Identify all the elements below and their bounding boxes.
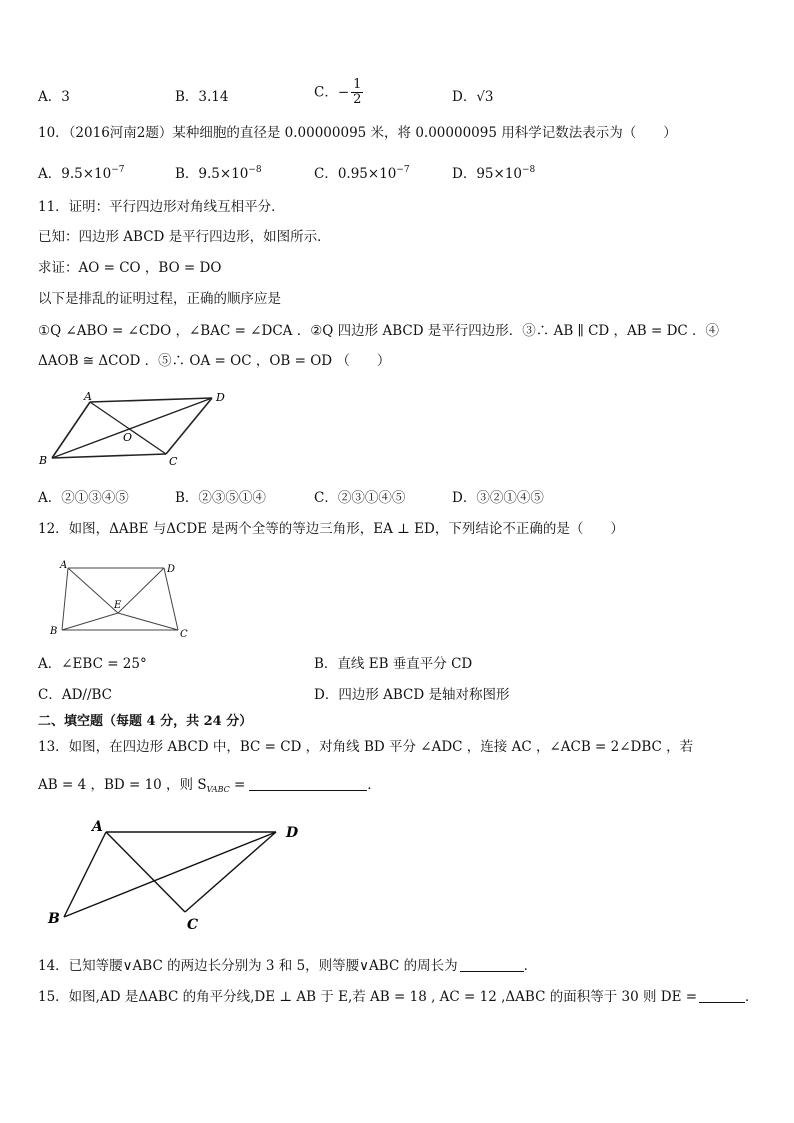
- q10-b-exp: −8: [248, 165, 262, 175]
- q13-edge-cd: [185, 832, 276, 912]
- q11-edge-ab: [52, 402, 90, 458]
- q11-stem: 11．证明：平行四边形对角线互相平分．: [38, 199, 285, 215]
- q14-end: ．: [523, 958, 538, 974]
- q10-option-b: [175, 161, 262, 183]
- q12-label-e: E: [114, 600, 122, 611]
- q11-edge-bc: [52, 454, 166, 458]
- q11-edge-ad: [90, 398, 212, 402]
- q9-option-b: B．3.14: [175, 89, 229, 105]
- q13-diagonal-ac: [106, 832, 185, 912]
- q13-line2: [38, 776, 381, 799]
- q9-option-c: [314, 78, 363, 107]
- q11-option-d: D．③②①④⑤: [452, 490, 544, 506]
- q10-option-a: [38, 161, 125, 183]
- q12-edge-be: [62, 613, 118, 630]
- q10-c-base: C．0.95×10: [314, 166, 397, 182]
- q11-prove: 求证：AO = CO ，BO = DO: [38, 260, 222, 276]
- q13-line1: 13．如图，在四边形 ABCD 中，BC = CD ，对角线 BD 平分 ∠ADC ，连接 AC ，∠ACB = 2∠DBC ，若: [38, 739, 694, 755]
- q12-edge-ae: [68, 568, 118, 613]
- q13-area-subscript: VABC: [206, 785, 230, 794]
- q10-d-exp: −8: [522, 165, 536, 175]
- q9-option-c-prefix: C．−: [314, 84, 350, 101]
- q12-trapezoid-figure: [44, 558, 204, 642]
- q12-option-b: B．直线 EB 垂直平分 CD: [314, 656, 473, 672]
- q14-answer-blank[interactable]: [460, 971, 524, 972]
- q13-quadrilateral-figure: [40, 815, 320, 937]
- q10-a-exp: −7: [111, 165, 125, 175]
- q11-label-a: A: [84, 390, 92, 403]
- q10-stem: 10．（2016河南2题）某种细胞的直径是 0.00000095 米，将 0.00000095 用科学记数法表示为（ ）: [38, 125, 677, 141]
- q12-edge-de: [118, 568, 164, 613]
- q12-label-b: B: [50, 626, 58, 637]
- q11-option-b: B．②③⑤①④: [175, 490, 266, 506]
- q13-label-d: D: [286, 825, 299, 841]
- q13-line2-text: AB = 4 ，BD = 10 ，则 S: [38, 777, 207, 793]
- q11-option-a: A．②①③④⑤: [38, 490, 129, 506]
- q12-label-a: A: [60, 560, 68, 571]
- q13-edge-ab: [64, 832, 106, 917]
- q10-option-c: [314, 161, 410, 183]
- q9-fraction: [351, 78, 363, 107]
- q9-fraction-numerator: 1: [353, 77, 362, 92]
- q12-edge-ce: [118, 613, 178, 630]
- q10-option-d: [452, 161, 535, 183]
- q12-option-a: A．∠EBC = 25°: [38, 656, 147, 672]
- q9-fraction-denominator: 2: [353, 92, 362, 107]
- q11-given: 已知：四边形 ABCD 是平行四边形，如图所示．: [38, 229, 331, 245]
- q11-diagonal-ac: [90, 402, 166, 454]
- q10-a-base: A．9.5×10: [38, 166, 112, 182]
- q14-line: [38, 957, 537, 975]
- q11-label-b: B: [39, 454, 48, 467]
- q15-text: 15．如图,AD 是ΔABC 的角平分线,DE ⊥ AB 于 E,若 AB = 18 , AC = 12 ,ΔABC 的面积等于 30 则 DE =: [38, 989, 698, 1005]
- q11-intro: 以下是排乱的证明过程，正确的顺序应是: [38, 291, 281, 307]
- q13-answer-blank[interactable]: [249, 790, 367, 791]
- q10-d-base: D．95×10: [452, 166, 522, 182]
- q12-stem: 12．如图，ΔABE 与ΔCDE 是两个全等的等边三角形，EA ⊥ ED，下列结论不正确的是（ ）: [38, 521, 624, 537]
- q15-end: ．: [745, 989, 759, 1005]
- q15-answer-blank[interactable]: [699, 1002, 745, 1003]
- q11-steps-line2: ΔAOB ≅ ΔCOD ．⑤∴ OA = OC ，OB = OD （ ）: [38, 353, 391, 369]
- q12-option-d: D．四边形 ABCD 是轴对称图形: [314, 687, 510, 703]
- q13-line2-eq: =: [229, 777, 246, 793]
- q10-b-base: B．9.5×10: [175, 166, 249, 182]
- q13-label-a: A: [92, 819, 103, 835]
- q12-option-c: C．AD//BC: [38, 687, 112, 703]
- q11-option-c: C．②③①④⑤: [314, 490, 406, 506]
- q13-diagonal-bd: [64, 832, 276, 917]
- q13-line2-end: ．: [367, 777, 381, 793]
- q12-edge-dc: [164, 568, 178, 630]
- q13-label-b: B: [48, 911, 60, 927]
- q11-label-o: O: [123, 431, 133, 444]
- q13-label-c: C: [187, 917, 199, 933]
- q12-edge-ab: [62, 568, 68, 630]
- section-fill-in-title: 二、填空题（每题 4 分，共 24 分）: [38, 714, 253, 729]
- q9-option-d: D．√3: [452, 89, 494, 105]
- q11-label-c: C: [169, 455, 178, 468]
- q10-c-exp: −7: [396, 165, 410, 175]
- q11-parallelogram-figure: [34, 388, 234, 468]
- q11-label-d: D: [216, 391, 225, 404]
- q14-text: 14．已知等腰∨ABC 的两边长分别为 3 和 5，则等腰∨ABC 的周长为: [38, 958, 458, 974]
- q15-line: [38, 988, 759, 1006]
- q12-label-d: D: [167, 564, 176, 575]
- q9-option-a: A．3: [38, 89, 70, 105]
- q12-label-c: C: [180, 629, 188, 640]
- q11-steps-line1: ①Q ∠ABO = ∠CDO ，∠BAC = ∠DCA ．②Q 四边形 ABCD 是平行四边形．③∴ AB ∥ CD ，AB = DC ．④: [38, 323, 720, 339]
